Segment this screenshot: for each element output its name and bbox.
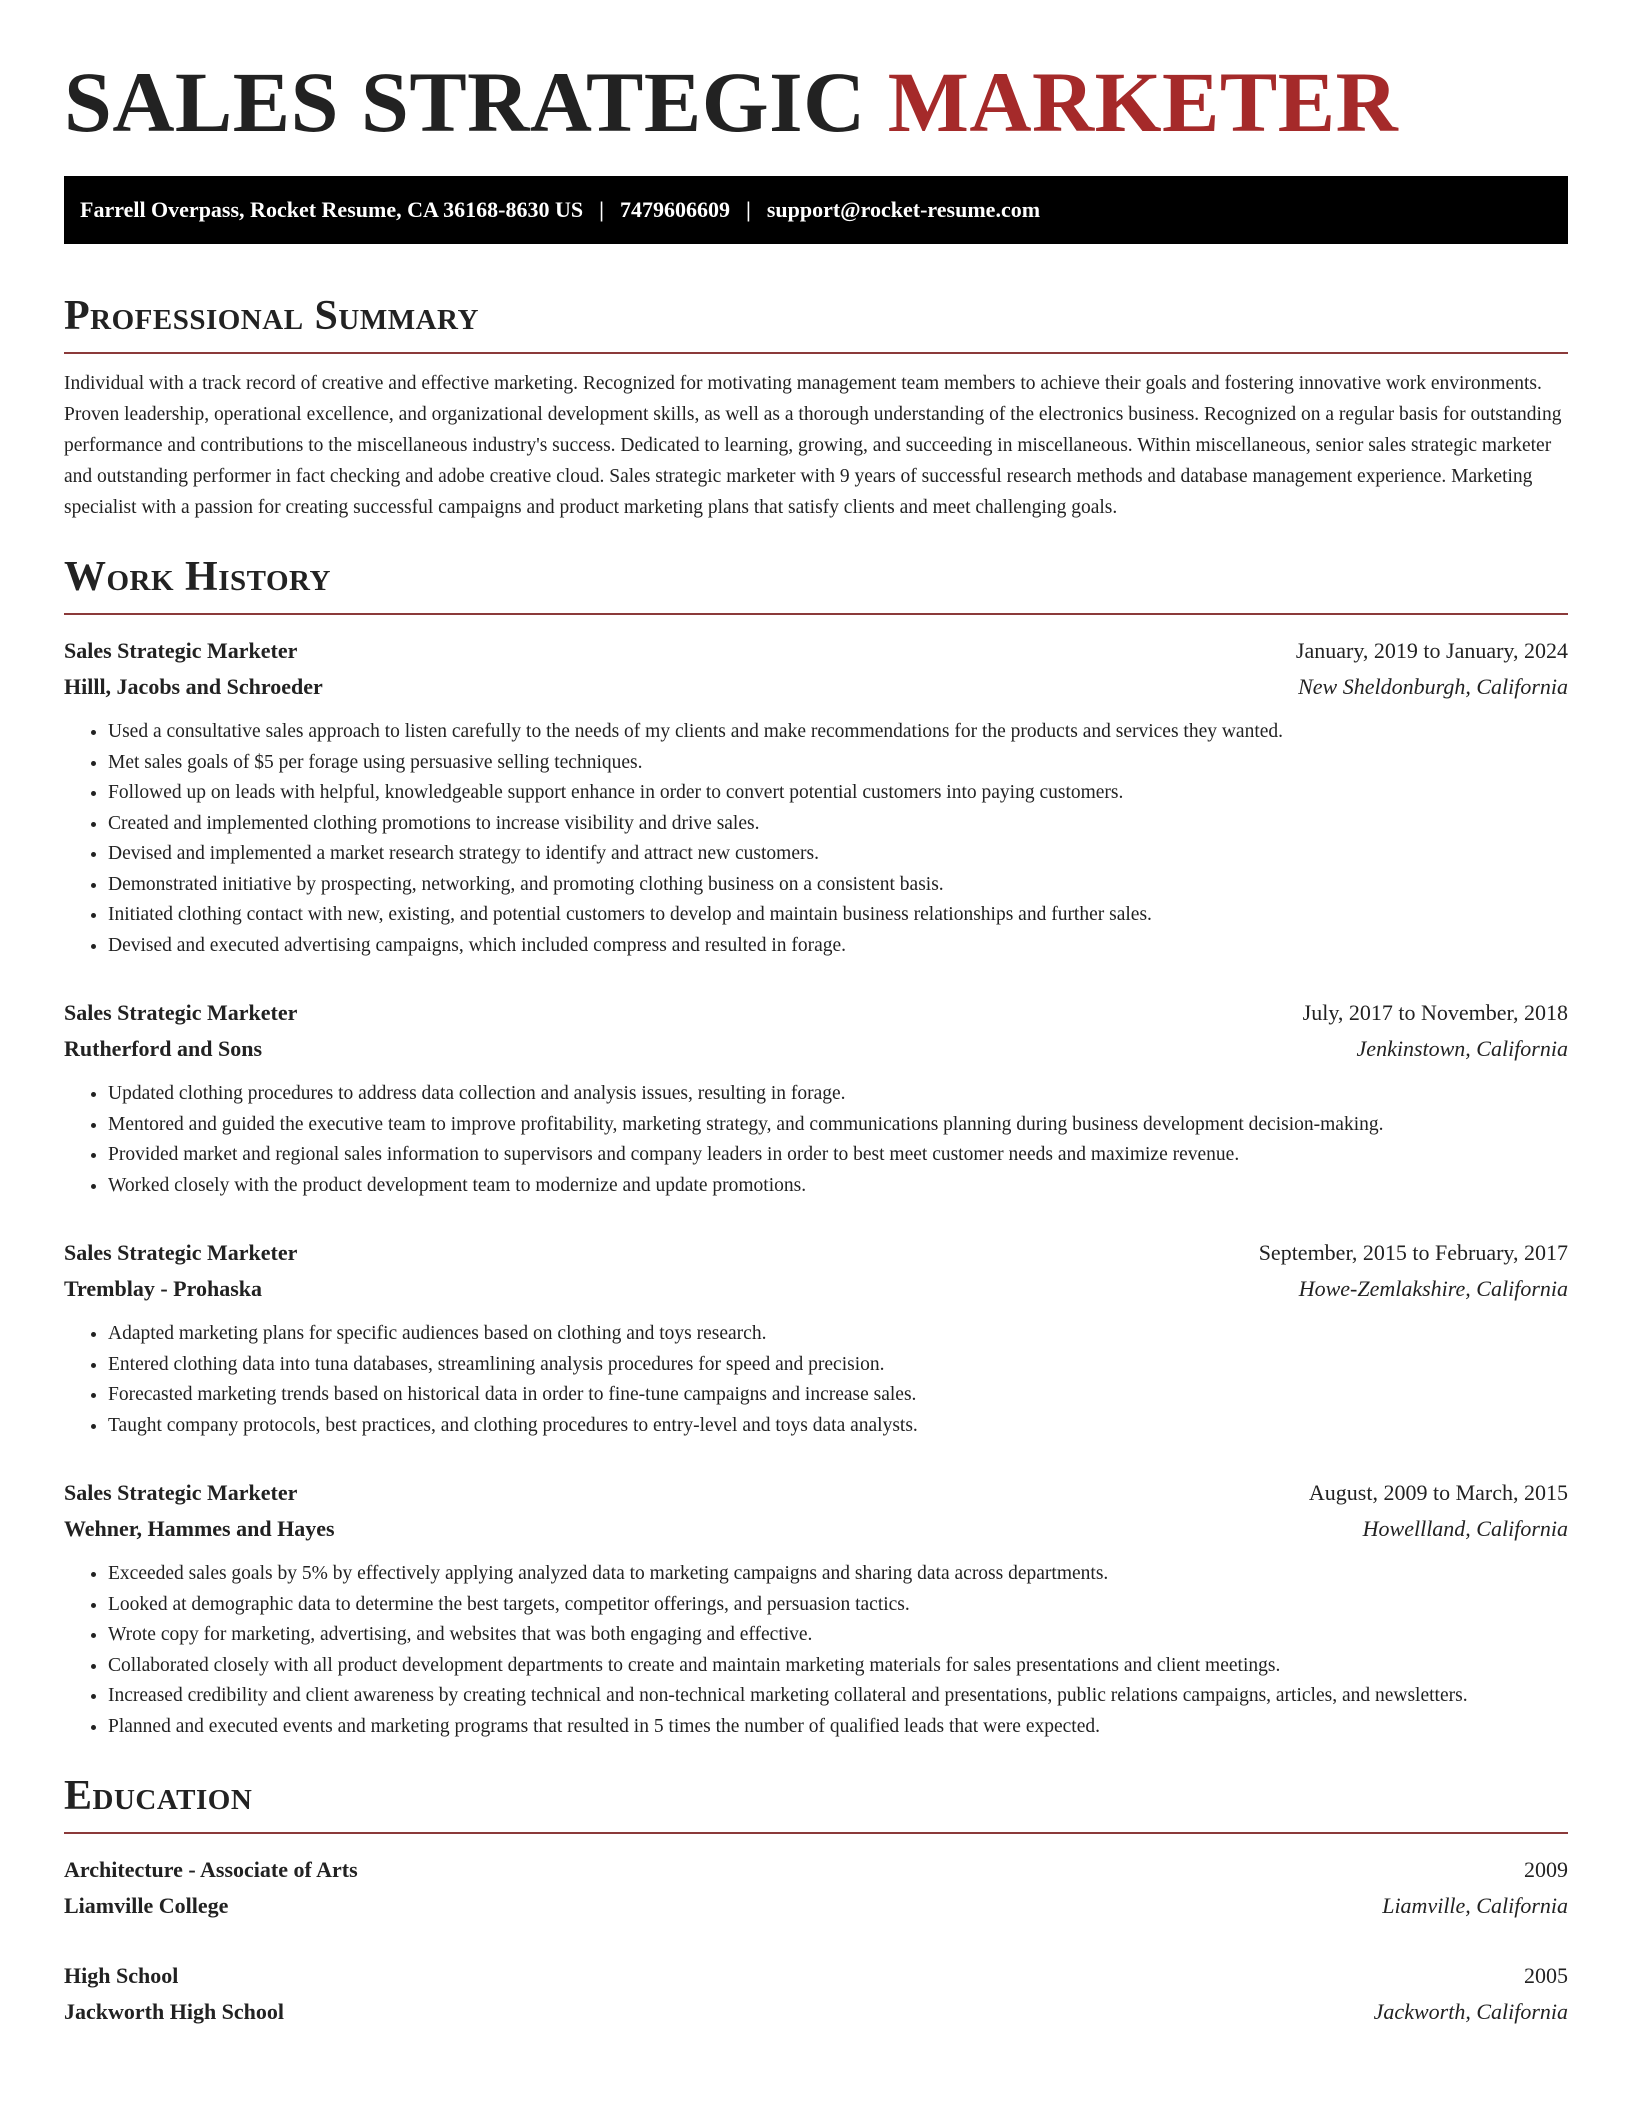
contact-separator: | — [745, 197, 751, 222]
job-bullet: • Demonstrated initiative by prospecting, networking, and promoting clothing business on a consistent basis. — [108, 870, 1568, 901]
education-school-row — [64, 1888, 1568, 1924]
job-bullet: • Used a consultative sales approach to listen carefully to the needs of my clients and make recommendations for the products and services they wanted. — [108, 717, 1568, 748]
job-bullet: • Devised and implemented a market research strategy to identify and attract new customers. — [108, 839, 1568, 870]
job-company-row — [64, 669, 1568, 705]
section-heading-summary: Professional Summary — [64, 292, 1568, 354]
contact-address: Farrell Overpass, Rocket Resume, CA 36168-8630 US — [80, 197, 584, 222]
education-location: Liamville, California — [1382, 1893, 1568, 1918]
job-bullet: • Created and implemented clothing promotions to increase visibility and drive sales. — [108, 809, 1568, 840]
education-entry — [64, 1852, 1568, 1924]
job-dates: January, 2019 to January, 2024 — [1295, 638, 1568, 663]
professional-summary-section — [64, 292, 1568, 523]
job-company-row — [64, 1511, 1568, 1547]
job-bullets — [64, 1079, 1568, 1201]
education-school: Liamville College — [64, 1893, 229, 1918]
education-entry — [64, 1958, 1568, 2030]
resume-name — [64, 52, 1568, 152]
education-year: 2009 — [1524, 1857, 1568, 1882]
job-bullet: • Collaborated closely with all product development departments to create and maintain marketing materials for sales presentations and client meetings. — [108, 1651, 1568, 1682]
job-bullet: • Worked closely with the product development team to modernize and update promotions. — [108, 1171, 1568, 1202]
job-company: Tremblay - Prohaska — [64, 1276, 263, 1301]
job-entry — [64, 1235, 1568, 1441]
job-bullet: • Devised and executed advertising campaigns, which included compress and resulted in forage. — [108, 931, 1568, 962]
education-degree-row — [64, 1852, 1568, 1888]
education-section — [64, 1772, 1568, 2030]
job-bullet: • Provided market and regional sales information to supervisors and company leaders in order to best meet customer needs and maximize revenue. — [108, 1140, 1568, 1171]
education-degree-row — [64, 1958, 1568, 1994]
work-history-section — [64, 553, 1568, 1742]
job-bullet: • Met sales goals of $5 per forage using persuasive selling techniques. — [108, 748, 1568, 779]
education-degree: Architecture - Associate of Arts — [64, 1857, 358, 1882]
summary-text: Individual with a track record of creative and effective marketing. Recognized for motivating management team members to achieve their goals and fostering innovative work environments. Proven leadership, operational excellence, and organizational development skills, as well as a thorough understanding of the electronics business. Recognized on a regular basis for outstanding performance and contributions to the miscellaneous industry's success. Dedicated to learning, growing, and succeeding in miscellaneous. Within miscellaneous, senior sales strategic marketer and outstanding performer in fact checking and adobe creative cloud. Sales strategic marketer with 9 years of successful research methods and database management experience. Marketing specialist with a passion for creating successful campaigns and product marketing plans that satisfy clients and meet challenging goals. — [64, 373, 1562, 518]
job-bullet: • Looked at demographic data to determine the best targets, competitor offerings, and persuasion tactics. — [108, 1590, 1568, 1621]
name-part-2: MARKETER — [887, 54, 1399, 150]
job-entry — [64, 633, 1568, 961]
job-title: Sales Strategic Marketer — [64, 638, 298, 663]
education-year: 2005 — [1524, 1963, 1568, 1988]
job-dates: July, 2017 to November, 2018 — [1302, 1000, 1568, 1025]
job-bullets — [64, 717, 1568, 961]
section-heading-work: Work History — [64, 553, 1568, 615]
job-bullet: • Entered clothing data into tuna databases, streamlining analysis procedures for speed and precision. — [108, 1350, 1568, 1381]
job-dates: September, 2015 to February, 2017 — [1258, 1240, 1568, 1265]
job-company: Rutherford and Sons — [64, 1036, 263, 1061]
job-location: Howellland, California — [1362, 1516, 1568, 1541]
contact-email: support@rocket-resume.com — [766, 197, 1041, 222]
job-bullets — [64, 1559, 1568, 1742]
job-title-row — [64, 995, 1568, 1031]
contact-phone: 7479606609 — [619, 197, 730, 222]
job-bullet: • Forecasted marketing trends based on historical data in order to fine-tune campaigns and increase sales. — [108, 1380, 1568, 1411]
education-list — [64, 1852, 1568, 2030]
job-bullet: • Planned and executed events and marketing programs that resulted in 5 times the number of qualified leads that were expected. — [108, 1712, 1568, 1743]
education-school: Jackworth High School — [64, 1999, 285, 2024]
job-location: Jenkinstown, California — [1356, 1036, 1568, 1061]
education-location: Jackworth, California — [1373, 1999, 1568, 2024]
job-bullet: • Followed up on leads with helpful, knowledgeable support enhance in order to convert potential customers into paying customers. — [108, 778, 1568, 809]
job-title: Sales Strategic Marketer — [64, 1480, 298, 1505]
job-bullet: • Updated clothing procedures to address data collection and analysis issues, resulting in forage. — [108, 1079, 1568, 1110]
education-degree: High School — [64, 1963, 179, 1988]
job-title: Sales Strategic Marketer — [64, 1240, 298, 1265]
job-entry — [64, 1475, 1568, 1742]
job-dates: August, 2009 to March, 2015 — [1308, 1480, 1568, 1505]
education-school-row — [64, 1994, 1568, 2030]
job-title-row — [64, 1475, 1568, 1511]
job-company-row — [64, 1031, 1568, 1067]
job-title-row — [64, 633, 1568, 669]
job-bullet: • Mentored and guided the executive team to improve profitability, marketing strategy, and communications planning during business development decision-making. — [108, 1110, 1568, 1141]
job-bullet: • Exceeded sales goals by 5% by effectively applying analyzed data to marketing campaigns and sharing data across departments. — [108, 1559, 1568, 1590]
job-company-row — [64, 1271, 1568, 1307]
job-location: Howe-Zemlakshire, California — [1298, 1276, 1568, 1301]
job-company: Hilll, Jacobs and Schroeder — [64, 674, 323, 699]
job-bullet: • Wrote copy for marketing, advertising, and websites that was both engaging and effective. — [108, 1620, 1568, 1651]
job-bullet: • Taught company protocols, best practices, and clothing procedures to entry-level and toys data analysts. — [108, 1411, 1568, 1442]
job-bullet: • Increased credibility and client awareness by creating technical and non-technical marketing collateral and presentations, public relations campaigns, articles, and newsletters. — [108, 1681, 1568, 1712]
job-entry — [64, 995, 1568, 1201]
job-title-row — [64, 1235, 1568, 1271]
job-list — [64, 633, 1568, 1742]
job-location: New Sheldonburgh, California — [1298, 674, 1568, 699]
job-bullet: • Initiated clothing contact with new, existing, and potential customers to develop and maintain business relationships and further sales. — [108, 900, 1568, 931]
contact-separator: | — [599, 197, 604, 222]
section-heading-education: Education — [64, 1772, 1568, 1834]
job-company: Wehner, Hammes and Hayes — [64, 1516, 335, 1541]
contact-bar — [64, 176, 1568, 244]
job-title: Sales Strategic Marketer — [64, 1000, 298, 1025]
name-part-1: SALES STRATEGIC — [64, 54, 866, 150]
job-bullets — [64, 1319, 1568, 1441]
job-bullet: • Adapted marketing plans for specific audiences based on clothing and toys research. — [108, 1319, 1568, 1350]
